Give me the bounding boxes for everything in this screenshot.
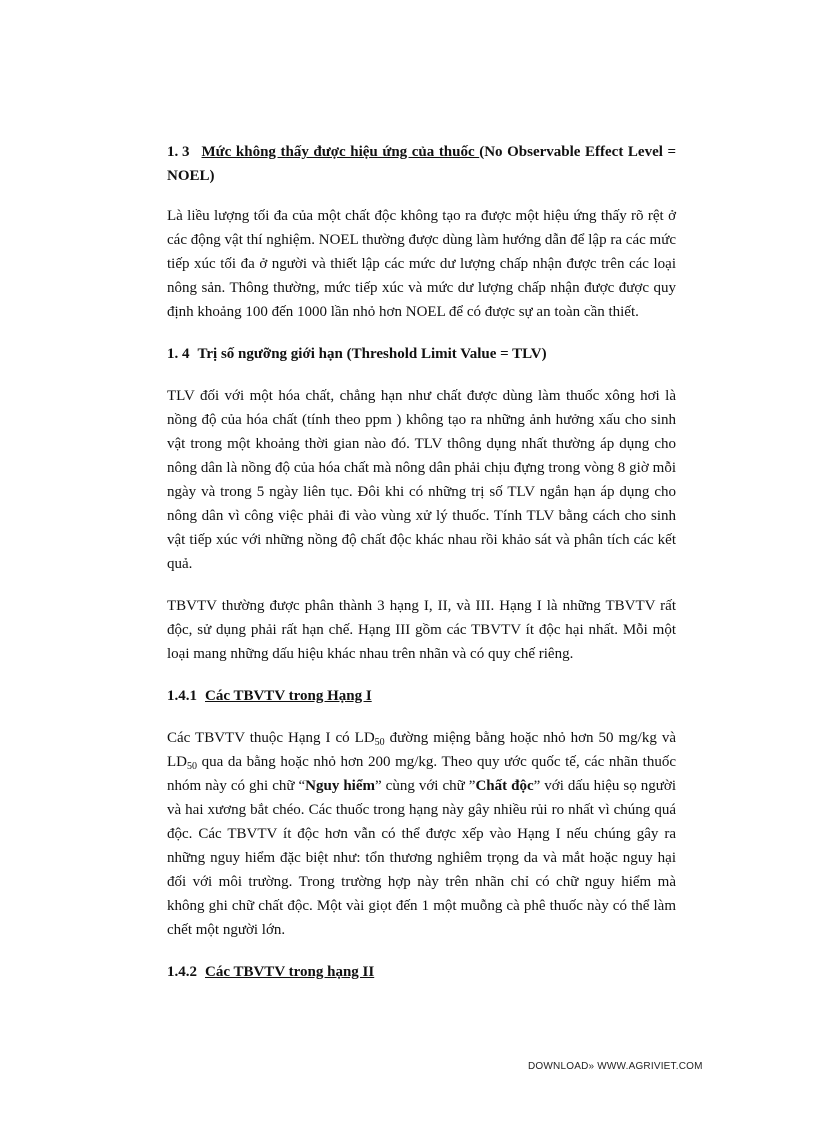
section-1-4-1-heading [167, 684, 676, 708]
section-1-4-body-2: TBVTV thường được phân thành 3 hạng I, II, và III. Hạng I là những TBVTV rất độc, sử dụng phải rất hạn chế. Hạng III gồm các TBVTV ít độc hại nhất. Mỗi một loại mang những dấu hiệu khác nhau trên nhãn và có quy chế riêng. [167, 598, 676, 662]
section-1-3-title-rest: (No Observable Effect Level = NOEL) [167, 144, 677, 184]
section-1-4-heading [167, 342, 676, 366]
section-1-4-2-title: Các TBVTV trong hạng II [205, 964, 375, 980]
section-1-4-1-title: Các TBVTV trong Hạng I [205, 688, 372, 704]
section-1-3-body: Là liều lượng tối đa của một chất độc không tạo ra được một hiệu ứng thấy rõ rệt ở các động vật thí nghiệm. NOEL thường được dùng làm hướng dẫn để lập ra các mức tiếp xúc tối đa ở người và thiết lập các mức dư lượng chấp nhận được trên các loại nông sản. Thông thường, mức tiếp xúc và mức dư lượng chấp nhận được được quy định khoảng 100 đến 1000 lần nhỏ hơn NOEL để có được sự an toàn cần thiết. [167, 208, 676, 320]
section-1-4-1-body [167, 726, 676, 942]
body-text: ” với dấu hiệu sọ người và hai xương bắt chéo. Các thuốc trong hạng này gây nhiều rủi ro nhất vì chúng quá độc. Các TBVTV ít độc hơn vẫn có thể được xếp vào Hạng I nếu chúng gây ra những nguy hiểm đặc biệt như: tổn thương nghiêm trọng da và mắt hoặc nguy hại đối với môi trường. Trong trường hợp này trên nhãn chỉ có chữ nguy hiểm mà không ghi chữ chất độc. Một vài giọt đến 1 một muỗng cà phê thuốc này có thể làm chết một người lớn. [167, 778, 676, 938]
footer-download-link[interactable]: DOWNLOAD» WWW.AGRIVIET.COM [528, 1061, 703, 1072]
body-text: đường miệng bằng hoặc nhỏ hơn 50 mg/kg và LD [167, 730, 676, 770]
body-text: qua da bằng hoặc nhỏ hơn 200 mg/kg. Theo quy ước quốc tế, các nhãn thuốc nhóm này có ghi chữ “ [167, 754, 676, 794]
section-1-4-number: 1. 4 [167, 346, 190, 362]
body-text: Các TBVTV thuộc Hạng I có LD [167, 730, 375, 746]
section-1-4-2-number: 1.4.2 [167, 964, 197, 980]
section-1-4-title: Trị số ngưỡng giới hạn (Threshold Limit Value = TLV) [197, 346, 547, 362]
section-1-4-1-number: 1.4.1 [167, 688, 197, 704]
section-1-4-body-1: TLV đối với một hóa chất, chẳng hạn như chất được dùng làm thuốc xông hơi là nồng độ của hóa chất (tính theo ppm ) không tạo ra những ảnh hưởng xấu cho sinh vật trong một khoảng thời gian nào đó. TLV thông dụng nhất thường áp dụng cho nông dân là nồng độ của hóa chất mà nông dân phải chịu đựng trong vòng 8 giờ mỗi ngày và trong 5 ngày liên tục. Đôi khi có những trị số TLV ngắn hạn áp dụng cho nông dân vì công việc phải đi vào vùng xử lý thuốc. Tính TLV bằng cách cho sinh vật tiếp xúc với những nồng độ chất độc khác nhau rồi khảo sát và phân tích các kết quả. [167, 388, 676, 572]
section-1-3-heading [167, 140, 676, 188]
subscript: 50 [374, 737, 385, 748]
subscript: 50 [187, 761, 197, 772]
bold-term-danger: Nguy hiểm [305, 778, 376, 794]
section-1-3-number: 1. 3 [167, 144, 190, 160]
body-text: ” cùng với chữ ” [375, 778, 476, 794]
section-1-3-title-underlined: Mức không thấy được hiệu ứng của thuốc [201, 144, 480, 160]
bold-term-poison: Chất độc [475, 778, 534, 794]
section-1-4-2-heading [167, 960, 676, 984]
document-page [167, 140, 676, 984]
